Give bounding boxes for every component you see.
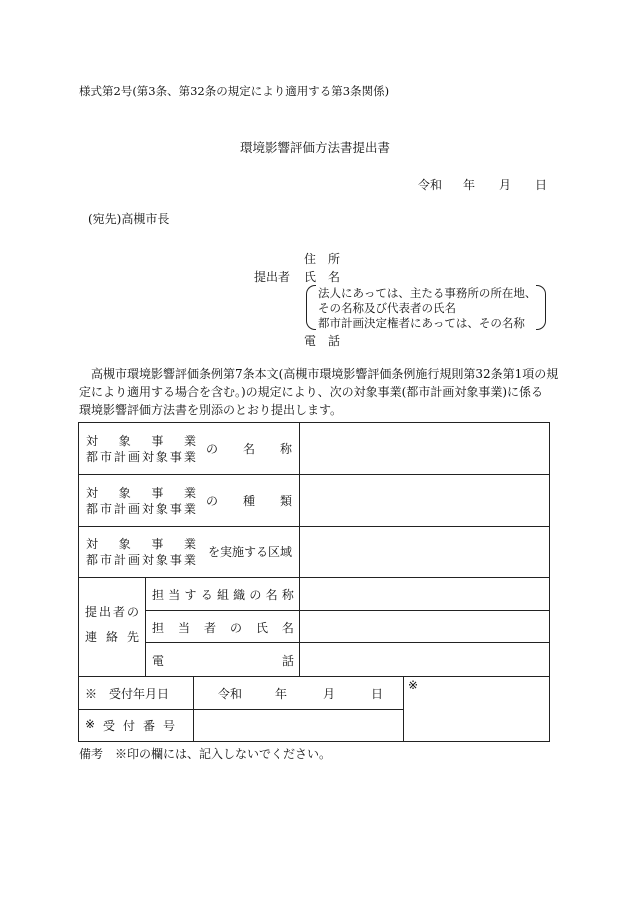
- contact-l1-c1: 提: [85, 605, 98, 619]
- receipt-day: 日: [371, 687, 384, 701]
- tbl-r3-l1-c3: 事: [151, 537, 164, 551]
- contact-l2-c1: 連: [85, 630, 98, 644]
- tbl-r3-l1-c2: 象: [118, 537, 131, 551]
- contact-r1-c1: 担: [152, 588, 165, 602]
- tbl-r2-l2-c7: 事: [169, 502, 182, 516]
- addressee: (宛先)高槻市長: [88, 212, 170, 226]
- tbl-r1-l1-c2: 象: [118, 434, 131, 448]
- contact-r1-c3: す: [184, 588, 197, 602]
- receipt-date-label: ※ 受付年月日: [85, 687, 170, 701]
- tbl-r2-l2-c3: 計: [113, 502, 126, 516]
- tbl-r3-l2-c2: 市: [99, 553, 112, 567]
- note-line-1: 法人にあっては、主たる事務所の所在地、: [318, 286, 537, 300]
- tbl-r1-l2-c1: 都: [86, 450, 99, 464]
- contact-l2-c2: 絡: [105, 630, 118, 644]
- tbl-r2-l1-c1: 対: [86, 486, 99, 500]
- tbl-r1-l1-c4: 業: [183, 434, 196, 448]
- tbl-r2-l1-c2: 象: [118, 486, 131, 500]
- note-line-3: 都市計画決定権者にあっては、その名称: [318, 316, 525, 330]
- tbl-r3-l2-c6: 象: [155, 553, 168, 567]
- contact-r1-c9: 称: [281, 588, 294, 602]
- contact-r3-c2: 話: [281, 654, 294, 668]
- tbl-r3-l1-c4: 業: [183, 537, 196, 551]
- tbl-r2-suffix-2: 種: [242, 494, 255, 508]
- receipt-no-c3: 付: [123, 719, 136, 733]
- tbl-r2-l2-c5: 対: [141, 502, 154, 516]
- tbl-r3-suffix: を実施する区域: [208, 545, 293, 559]
- tbl-r3-l2-c1: 都: [86, 553, 99, 567]
- tbl-r2-suffix-1: の: [206, 494, 219, 508]
- tbl-r2-l2-c8: 業: [183, 502, 196, 516]
- contact-r1-c6: 織: [233, 588, 246, 602]
- tbl-r1-suffix-2: 名: [242, 442, 255, 456]
- tbl-r2-l1-c3: 事: [151, 486, 164, 500]
- contact-r1-c7: の: [249, 588, 262, 602]
- tbl-r3-l1-c1: 対: [86, 537, 99, 551]
- receipt-year: 年: [275, 687, 288, 701]
- name-label-1: 氏: [304, 270, 317, 284]
- phone-label-1: 電: [304, 334, 317, 348]
- tbl-r3-l2-c8: 業: [183, 553, 196, 567]
- contact-r2-c2: 当: [177, 621, 190, 635]
- contact-r1-c2: 当: [168, 588, 181, 602]
- date-day: 日: [535, 178, 548, 192]
- contact-r1-c5: 組: [216, 588, 229, 602]
- contact-l1-c3: 者: [112, 605, 125, 619]
- tbl-r1-l2-c4: 画: [127, 450, 140, 464]
- phone-label-2: 話: [328, 334, 341, 348]
- contact-l2-c3: 先: [126, 630, 139, 644]
- tbl-r2-l2-c6: 象: [155, 502, 168, 516]
- remark-mark: ※: [408, 678, 419, 692]
- contact-l1-c4: の: [126, 605, 139, 619]
- form-number: 様式第2号(第3条、第32条の規定により適用する第3条関係): [79, 84, 390, 98]
- receipt-month: 月: [323, 687, 336, 701]
- receipt-no-c2: 受: [103, 719, 116, 733]
- footnote: 備考 ※印の欄には、記入しないでください。: [79, 747, 332, 761]
- receipt-era: 令和: [218, 687, 243, 701]
- date-month: 月: [499, 178, 512, 192]
- tbl-r1-l1-c1: 対: [86, 434, 99, 448]
- submission-table: [78, 422, 550, 742]
- tbl-r1-l2-c7: 事: [169, 450, 182, 464]
- date-era: 令和: [418, 178, 443, 192]
- tbl-r3-l2-c5: 対: [141, 553, 154, 567]
- tbl-r1-l2-c3: 計: [113, 450, 126, 464]
- contact-r2-c4: の: [229, 621, 242, 635]
- name-label-2: 名: [328, 270, 341, 284]
- contact-r2-c1: 担: [152, 621, 165, 635]
- address-label-2: 所: [328, 252, 341, 266]
- document-title: 環境影響評価方法書提出書: [239, 140, 390, 155]
- submitter-label: 提出者: [254, 270, 291, 284]
- tbl-r2-suffix-3: 類: [279, 494, 292, 508]
- tbl-r2-l2-c1: 都: [86, 502, 99, 516]
- tbl-r2-l2-c4: 画: [127, 502, 140, 516]
- tbl-r1-suffix-1: の: [206, 442, 219, 456]
- tbl-r3-l2-c3: 計: [113, 553, 126, 567]
- contact-r3-c1: 電: [152, 654, 165, 668]
- body-line-3: 環境影響評価方法書を別添のとおり提出します。: [79, 403, 343, 417]
- contact-r2-c6: 名: [281, 621, 294, 635]
- tbl-r2-l1-c4: 業: [183, 486, 196, 500]
- tbl-r1-suffix-3: 称: [279, 442, 292, 456]
- tbl-r3-l2-c7: 事: [169, 553, 182, 567]
- left-bracket: [306, 285, 316, 330]
- contact-r2-c5: 氏: [255, 621, 268, 635]
- body-paragraph: [79, 365, 559, 419]
- tbl-r3-l2-c4: 画: [127, 553, 140, 567]
- body-line-1: 高槻市環境影響評価条例第7条本文(高槻市環境影響評価条例施行規則第32条第1項の規: [91, 367, 559, 381]
- tbl-r2-l2-c2: 市: [99, 502, 112, 516]
- receipt-no-c5: 号: [162, 719, 175, 733]
- tbl-r1-l2-c5: 対: [141, 450, 154, 464]
- note-line-2: その名称及び代表者の氏名: [318, 301, 456, 315]
- tbl-r1-l2-c6: 象: [155, 450, 168, 464]
- contact-l1-c2: 出: [98, 605, 111, 619]
- date-year: 年: [463, 178, 476, 192]
- receipt-no-c1: ※: [85, 717, 96, 731]
- address-label-1: 住: [304, 252, 317, 266]
- tbl-r1-l2-c8: 業: [183, 450, 196, 464]
- contact-r1-c4: る: [200, 588, 213, 602]
- right-bracket: [536, 285, 546, 330]
- body-line-2: 定により適用する場合を含む。)の規定により、次の対象事業(都市計画対象事業)に係る: [79, 385, 544, 399]
- tbl-r1-l1-c3: 事: [151, 434, 164, 448]
- receipt-no-c4: 番: [143, 719, 156, 733]
- tbl-r1-l2-c2: 市: [99, 450, 112, 464]
- contact-r1-c8: 名: [265, 588, 278, 602]
- contact-r2-c3: 者: [203, 621, 216, 635]
